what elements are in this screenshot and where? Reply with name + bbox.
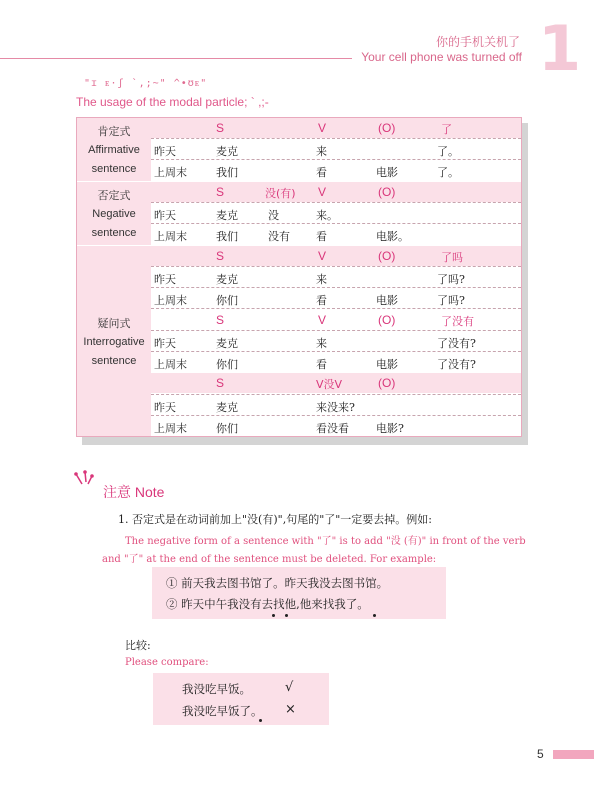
table-cell: 来 <box>316 337 327 350</box>
table-cell: 麦克 <box>216 209 238 222</box>
category-negative: 否定式 Negative sentence <box>91 189 137 239</box>
pattern-o: (O) <box>378 121 396 135</box>
table-cell: 来。 <box>316 209 338 222</box>
section-heading-en: The usage of the modal particle; ` ,;- <box>76 95 269 109</box>
note-heading-cn: 注意 <box>103 485 131 501</box>
table-cell: 上周末 <box>154 294 187 307</box>
table-cell: 看 <box>316 294 327 307</box>
compare-label-en: Please compare: <box>125 657 209 668</box>
emphasis-dot <box>373 614 376 617</box>
table-cell: 上周末 <box>154 166 187 179</box>
table-cell: 昨天 <box>154 209 176 222</box>
table-cell: 来 <box>316 273 327 286</box>
section-heading-cn: "ɪ ᴇ·ʃ `,;~" ^•ʊᴇ" <box>84 78 208 89</box>
table-cell: 来没来? <box>316 401 355 414</box>
chapter-number: 1 <box>538 12 582 85</box>
header-rule <box>0 58 352 59</box>
category-divider <box>77 181 151 182</box>
pattern-row <box>151 118 521 138</box>
pattern-neg: 没(有) <box>265 187 296 200</box>
table-cell: 电影 <box>376 358 398 371</box>
row-divider <box>151 159 521 161</box>
table-cell: 电影? <box>376 422 404 435</box>
row-divider <box>151 138 521 140</box>
note-point-en-line2: and "了" at the end of the sentence must be deleted. For example: <box>102 554 437 565</box>
row-divider <box>151 308 521 310</box>
grammar-table <box>76 117 522 437</box>
pattern-row <box>151 182 521 202</box>
table-cell: 了。 <box>437 166 459 179</box>
chapter-title-cn: 你的手机关机了 <box>435 35 520 49</box>
table-cell: 电影 <box>376 166 398 179</box>
table-cell: 上周末 <box>154 422 187 435</box>
emphasis-dot <box>285 614 288 617</box>
table-cell: 你们 <box>216 422 238 435</box>
row-divider <box>151 202 521 204</box>
pattern-row <box>151 246 521 266</box>
table-cell: 你们 <box>216 358 238 371</box>
table-cell: 上周末 <box>154 358 187 371</box>
example-sentence: ② 昨天中午我没有去找他,他来找我了。 <box>166 597 369 611</box>
note-heading-en: Note <box>134 484 165 500</box>
table-cell: 电影。 <box>376 230 409 243</box>
pattern-o: (O) <box>378 313 396 327</box>
table-cell: 麦克 <box>216 401 238 414</box>
row-divider <box>151 330 521 332</box>
compare-label-cn: 比较: <box>125 639 151 652</box>
table-cell: 上周末 <box>154 230 187 243</box>
table-cell: 昨天 <box>154 337 176 350</box>
pattern-s: S <box>216 185 225 199</box>
table-cell: 看 <box>316 166 327 179</box>
category-divider <box>77 245 151 246</box>
row-divider <box>151 266 521 268</box>
pattern-v: V <box>318 185 327 199</box>
cross-mark: × <box>285 702 296 717</box>
emphasis-dot <box>259 719 262 722</box>
pattern-particle: 了吗 <box>441 251 463 264</box>
pattern-v-neg-v: V没V <box>316 378 343 391</box>
example-sentence: ① 前天我去图书馆了。昨天我没去图书馆。 <box>166 576 389 590</box>
pattern-o: (O) <box>378 249 396 263</box>
pattern-o: (O) <box>378 376 396 390</box>
page-number: 5 <box>537 747 544 761</box>
table-cell: 电影 <box>376 294 398 307</box>
pattern-v: V <box>318 249 327 263</box>
pattern-s: S <box>216 249 225 263</box>
table-cell: 没 <box>268 209 279 222</box>
table-cell: 了。 <box>437 145 459 158</box>
check-mark: √ <box>285 680 294 695</box>
pattern-o: (O) <box>378 185 396 199</box>
table-cell: 麦克 <box>216 145 238 158</box>
table-cell: 来 <box>316 145 327 158</box>
note-point-en-line1: The negative form of a sentence with "了" is to add "没 (有)" in front of the verb <box>125 536 526 547</box>
emphasis-dot <box>272 614 275 617</box>
row-divider <box>151 351 521 353</box>
note-heading <box>103 482 164 502</box>
table-cell: 了吗? <box>437 294 465 307</box>
table-cell: 昨天 <box>154 145 176 158</box>
chapter-title-en: Your cell phone was turned off <box>361 50 522 64</box>
row-divider <box>151 415 521 417</box>
category-affirmative: 肯定式 Affirmative sentence <box>88 125 140 175</box>
table-cell: 昨天 <box>154 401 176 414</box>
compare-sentence: 我没吃早饭。 <box>182 682 251 696</box>
row-divider <box>151 394 521 396</box>
sparkle-icon <box>72 470 98 496</box>
row-divider <box>151 287 521 289</box>
table-cell: 没有 <box>268 230 290 243</box>
page-bar <box>553 750 594 759</box>
table-cell: 我们 <box>216 230 238 243</box>
table-cell: 麦克 <box>216 337 238 350</box>
pattern-s: S <box>216 121 225 135</box>
table-cell: 看 <box>316 230 327 243</box>
row-divider <box>151 223 521 225</box>
pattern-v: V <box>318 313 327 327</box>
pattern-particle: 了 <box>441 123 452 136</box>
table-cell: 麦克 <box>216 273 238 286</box>
table-cell: 你们 <box>216 294 238 307</box>
table-cell: 了没有? <box>437 358 476 371</box>
category-interrogative: 疑问式 Interrogative sentence <box>83 317 145 367</box>
pattern-particle: 了没有 <box>441 315 474 328</box>
table-cell: 看 <box>316 358 327 371</box>
table-cell: 了没有? <box>437 337 476 350</box>
table-cell: 了吗? <box>437 273 465 286</box>
pattern-v: V <box>318 121 327 135</box>
table-cell: 我们 <box>216 166 238 179</box>
table-cell: 看没看 <box>316 422 349 435</box>
compare-sentence: 我没吃早饭了。 <box>182 704 263 718</box>
pattern-s: S <box>216 376 225 390</box>
pattern-s: S <box>216 313 225 327</box>
note-point-cn: 1. 否定式是在动词前加上"没(有)",句尾的"了"一定要去掉。例如: <box>118 513 433 526</box>
table-cell: 昨天 <box>154 273 176 286</box>
